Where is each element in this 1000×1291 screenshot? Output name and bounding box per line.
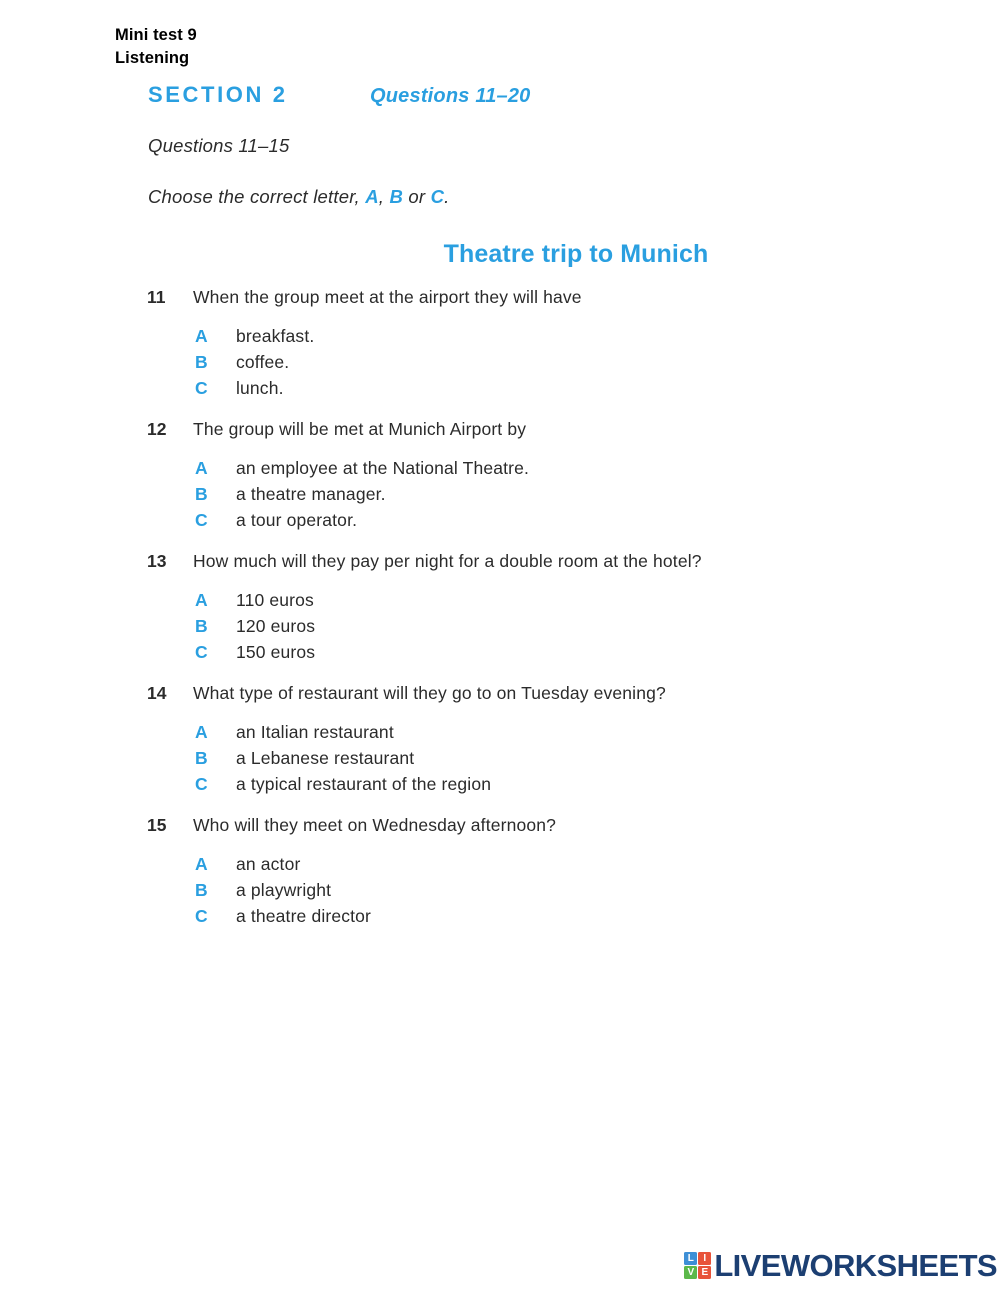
- option-row[interactable]: [0, 375, 1000, 401]
- question-block: [0, 813, 1000, 929]
- option-text: 110 euros: [236, 590, 314, 610]
- question-text: The group will be met at Munich Airport by: [193, 419, 527, 439]
- option-text: 150 euros: [236, 642, 316, 662]
- option-text: breakfast.: [236, 326, 315, 346]
- option-letter: A: [195, 326, 208, 346]
- option-text: an employee at the National Theatre.: [236, 458, 530, 478]
- section-label: SECTION 2: [148, 82, 288, 107]
- question-number: 13: [147, 551, 167, 571]
- option-text: coffee.: [236, 352, 290, 372]
- option-letter: C: [195, 510, 208, 530]
- option-row[interactable]: [0, 507, 1000, 533]
- option-text: a tour operator.: [236, 510, 358, 530]
- instruction-choose-prefix: Choose the correct letter,: [148, 186, 366, 207]
- question-row: [0, 813, 1000, 838]
- instruction-choose-comma: ,: [378, 186, 390, 207]
- question-number: 15: [147, 815, 167, 835]
- option-text: a theatre director: [236, 906, 371, 926]
- option-row[interactable]: [0, 639, 1000, 665]
- question-text: How much will they pay per night for a double room at the hotel?: [193, 551, 702, 571]
- section-band: [148, 82, 788, 108]
- logo-tile-i: I: [698, 1252, 711, 1265]
- instruction-question-range: Questions 11–15: [148, 135, 290, 156]
- option-letter: C: [195, 774, 208, 794]
- question-text: Who will they meet on Wednesday afternoon?: [193, 815, 556, 835]
- question-row: [0, 681, 1000, 706]
- question-block: [0, 285, 1000, 401]
- worksheet-title-line1: Mini test 9: [115, 26, 197, 44]
- question-row: [0, 285, 1000, 310]
- option-row[interactable]: [0, 851, 1000, 877]
- question-block: [0, 681, 1000, 797]
- option-letter: A: [195, 854, 208, 874]
- option-text: a playwright: [236, 880, 332, 900]
- option-text: an actor: [236, 854, 301, 874]
- question-row: [0, 417, 1000, 442]
- option-letter: A: [195, 722, 208, 742]
- logo-tile-e: E: [698, 1266, 711, 1279]
- option-letter: C: [195, 906, 208, 926]
- option-row[interactable]: [0, 903, 1000, 929]
- instruction-option-b: B: [389, 186, 404, 207]
- section-questions-range: Questions 11–20: [370, 85, 531, 107]
- question-row: [0, 549, 1000, 574]
- question-number: 14: [147, 683, 167, 703]
- questions-list: [0, 285, 1000, 945]
- option-list: [0, 455, 1000, 533]
- exercise-title: Theatre trip to Munich: [443, 240, 709, 268]
- question-block: [0, 549, 1000, 665]
- option-row[interactable]: [0, 349, 1000, 375]
- option-letter: B: [195, 616, 208, 636]
- liveworksheets-footer: [684, 1250, 997, 1281]
- worksheet-header: [115, 24, 197, 70]
- option-list: [0, 851, 1000, 929]
- option-text: an Italian restaurant: [236, 722, 394, 742]
- option-row[interactable]: [0, 455, 1000, 481]
- question-block: [0, 417, 1000, 533]
- option-list: [0, 587, 1000, 665]
- option-letter: A: [195, 590, 208, 610]
- option-letter: B: [195, 880, 208, 900]
- option-text: lunch.: [236, 378, 284, 398]
- question-text: When the group meet at the airport they will have: [193, 287, 582, 307]
- option-letter: B: [195, 748, 208, 768]
- liveworksheets-brand-text: LIVEWORKSHEETS: [714, 1248, 997, 1283]
- option-row[interactable]: [0, 587, 1000, 613]
- question-number: 11: [147, 287, 166, 307]
- instruction-option-c: C: [430, 186, 445, 207]
- option-row[interactable]: [0, 771, 1000, 797]
- logo-tile-v: V: [684, 1266, 697, 1279]
- option-row[interactable]: [0, 877, 1000, 903]
- option-list: [0, 719, 1000, 797]
- instruction-choose-or: or: [403, 186, 431, 207]
- option-text: a Lebanese restaurant: [236, 748, 415, 768]
- question-text: What type of restaurant will they go to on Tuesday evening?: [193, 683, 666, 703]
- liveworksheets-logo-icon: [684, 1252, 711, 1279]
- option-row[interactable]: [0, 719, 1000, 745]
- logo-tile-l: L: [684, 1252, 697, 1265]
- option-row[interactable]: [0, 613, 1000, 639]
- option-list: [0, 323, 1000, 401]
- instruction-choose-period: .: [444, 186, 450, 207]
- option-letter: C: [195, 642, 208, 662]
- option-row[interactable]: [0, 745, 1000, 771]
- option-text: a typical restaurant of the region: [236, 774, 492, 794]
- option-letter: B: [195, 484, 208, 504]
- option-text: 120 euros: [236, 616, 316, 636]
- question-number: 12: [147, 419, 167, 439]
- option-letter: B: [195, 352, 208, 372]
- instruction-option-a: A: [365, 186, 379, 207]
- option-text: a theatre manager.: [236, 484, 386, 504]
- worksheet-title-line2: Listening: [115, 49, 190, 67]
- option-row[interactable]: [0, 323, 1000, 349]
- option-letter: C: [195, 378, 208, 398]
- option-row[interactable]: [0, 481, 1000, 507]
- option-letter: A: [195, 458, 208, 478]
- instruction-choose-letter: [148, 186, 449, 208]
